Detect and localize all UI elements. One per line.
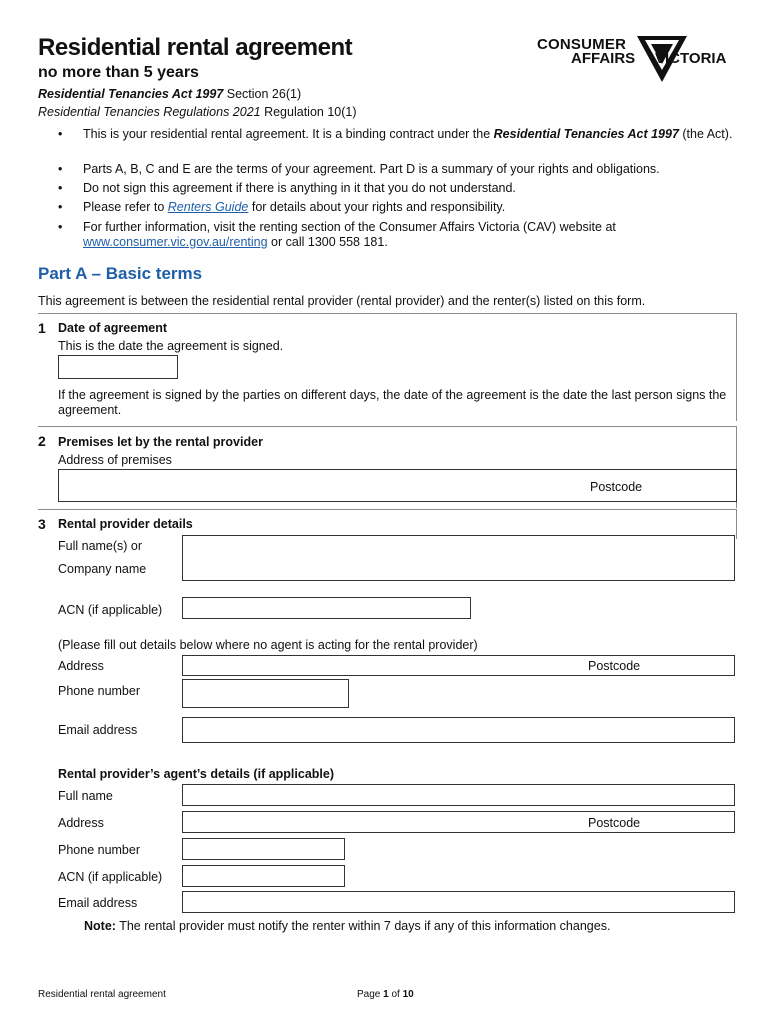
postcode-label: Postcode: [588, 659, 641, 673]
provider-acn-input[interactable]: [182, 597, 471, 619]
page-number: Page 1 of 10: [357, 989, 414, 1000]
section-number: 3: [38, 516, 46, 532]
logo-text-consumer: CONSUMER: [537, 36, 627, 53]
agent-address-label: Address: [58, 816, 104, 830]
date-description: This is the date the agreement is signed.: [58, 339, 284, 353]
section-number: 1: [38, 320, 46, 336]
section-title: Rental provider details: [58, 517, 193, 531]
agent-fullname-label: Full name: [58, 789, 113, 803]
provider-email-input[interactable]: [182, 717, 735, 743]
notify-note: Note: The rental provider must notify the renter within 7 days if any of this information changes.: [84, 919, 611, 933]
bullet-item: • For further information, visit the renting section of the Consumer Affairs Victoria (CAV) website at www.consumer.vic.gov.au/renting or call 1300 558 181.: [58, 220, 616, 249]
date-note: If the agreement is signed by the parties on different days, the date of the agreement is the date the last person signs the agreement.: [58, 388, 727, 417]
agreement-date-input[interactable]: [58, 355, 178, 379]
postcode-label: Postcode: [590, 480, 643, 494]
agent-details-heading: Rental provider’s agent’s details (if applicable): [58, 767, 334, 781]
section-divider: [38, 509, 737, 510]
section-divider: [38, 426, 737, 427]
company-name-label: Company name: [58, 562, 147, 576]
section-divider: [38, 313, 737, 314]
part-a-heading: Part A – Basic terms: [38, 264, 203, 283]
footer-document-title: Residential rental agreement: [38, 989, 166, 1000]
agent-address-input[interactable]: [182, 811, 735, 833]
provider-address-label: Address: [58, 659, 104, 673]
agent-phone-label: Phone number: [58, 843, 141, 857]
renters-guide-link[interactable]: Renters Guide: [167, 200, 249, 214]
page-title: Residential rental agreement: [38, 34, 353, 61]
act-reference: Residential Tenancies Act 1997 Section 26(1): [38, 87, 302, 101]
premises-address-label: Address of premises: [58, 453, 172, 467]
provider-phone-input[interactable]: [182, 679, 349, 708]
agent-email-input[interactable]: [182, 891, 735, 913]
page-subtitle: no more than 5 years: [38, 64, 199, 81]
agent-fullname-input[interactable]: [182, 784, 735, 806]
agent-email-label: Email address: [58, 896, 138, 910]
section-title: Premises let by the rental provider: [58, 435, 263, 449]
logo-text-victoria: VICTORIA: [655, 50, 727, 67]
provider-email-label: Email address: [58, 723, 138, 737]
agent-phone-input[interactable]: [182, 838, 345, 860]
postcode-label: Postcode: [588, 816, 641, 830]
provider-name-input[interactable]: [182, 535, 735, 581]
fullname-label: Full name(s) or: [58, 539, 143, 553]
consumer-affairs-victoria-logo: [537, 34, 737, 84]
section-title: Date of agreement: [58, 321, 168, 335]
acn-label: ACN (if applicable): [58, 603, 163, 617]
part-a-intro: This agreement is between the residential rental provider (rental provider) and the renter(s) listed on this form.: [38, 294, 646, 308]
section-number: 2: [38, 433, 46, 449]
provider-phone-label: Phone number: [58, 684, 141, 698]
section-divider: [736, 313, 737, 421]
regulation-reference: Residential Tenancies Regulations 2021 Regulation 10(1): [38, 105, 357, 119]
section-divider: [736, 509, 737, 539]
logo-text-affairs: AFFAIRS: [571, 50, 636, 67]
provider-address-input[interactable]: [182, 655, 735, 676]
bullet-item: • This is your residential rental agreement. It is a binding contract under the Residential Tenancies Act 1997 (the Act).: [58, 127, 733, 141]
agent-acn-input[interactable]: [182, 865, 345, 887]
agent-acn-label: ACN (if applicable): [58, 870, 163, 884]
cav-website-link[interactable]: www.consumer.vic.gov.au/renting: [83, 235, 268, 249]
no-agent-note: (Please fill out details below where no agent is acting for the rental provider): [58, 638, 478, 652]
